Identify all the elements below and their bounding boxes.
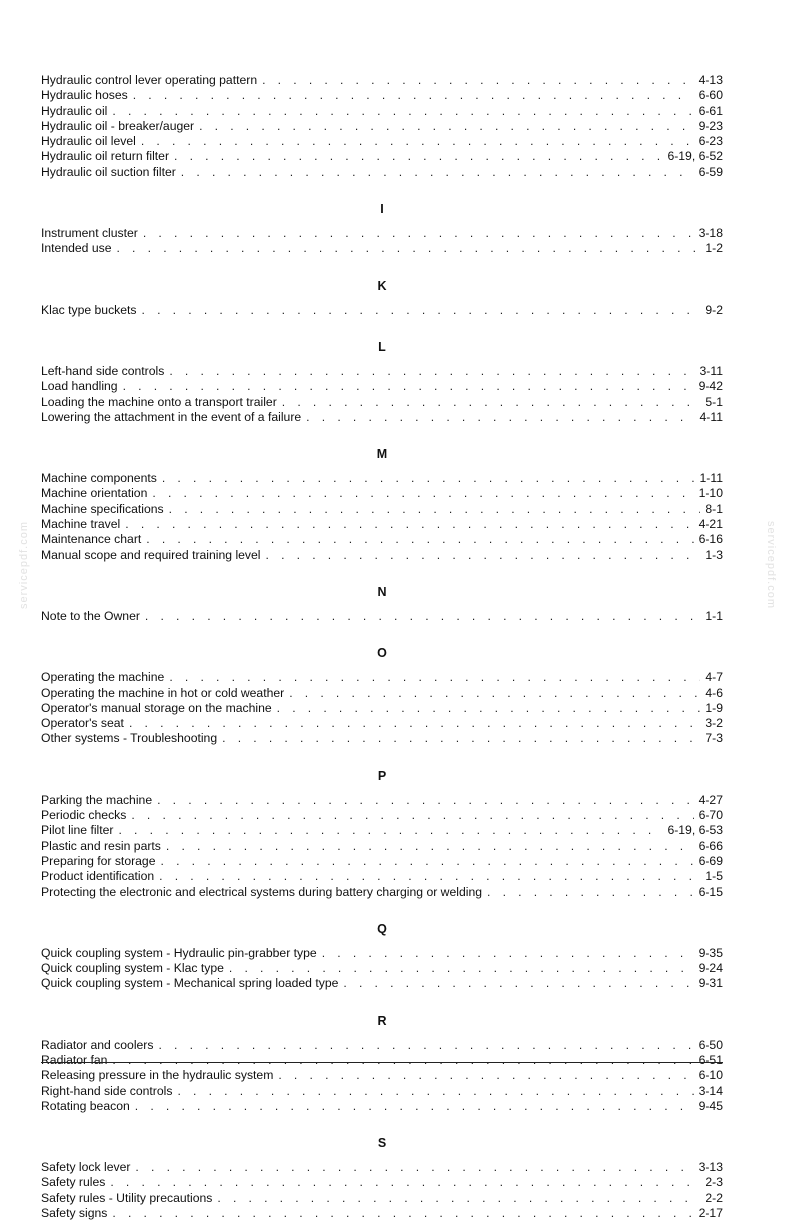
dot-leader (162, 471, 695, 486)
entry-term: Product identification (41, 869, 155, 884)
dot-leader (158, 1038, 693, 1053)
index-entry[interactable] (41, 1191, 723, 1206)
index-entry[interactable] (41, 793, 723, 808)
dot-leader (135, 1160, 693, 1175)
index-entry[interactable] (41, 716, 723, 731)
dot-leader (129, 716, 700, 731)
dot-leader (112, 1206, 693, 1221)
entry-term: Lowering the attachment in the event of a failure (41, 409, 302, 424)
watermark-text: servicepdf.com (18, 521, 30, 609)
entry-term: Quick coupling system - Mechanical spring loaded type (41, 976, 339, 991)
entry-page-number: 5-1 (705, 394, 723, 409)
index-entry[interactable] (41, 226, 723, 241)
entry-page-number: 9-23 (698, 118, 723, 133)
dot-leader (217, 1191, 700, 1206)
entry-page-number: 4-21 (698, 517, 723, 532)
section-letter: P (377, 768, 387, 783)
entry-term: Machine orientation (41, 486, 148, 501)
entry-term: Preparing for storage (41, 853, 156, 868)
index-entry[interactable] (41, 364, 723, 379)
dot-leader (169, 670, 700, 685)
index-entry[interactable] (41, 149, 723, 164)
entry-term: Hydraulic oil level (41, 134, 136, 149)
dot-leader (229, 961, 694, 976)
index-entry[interactable] (41, 731, 723, 746)
entry-page-number: 6-66 (698, 838, 723, 853)
entry-page-number: 9-31 (698, 976, 723, 991)
dot-leader (133, 88, 694, 103)
dot-leader (145, 609, 700, 624)
entry-page-number: 2-3 (705, 1175, 723, 1190)
entry-term: Hydraulic control lever operating pattern (41, 73, 258, 87)
index-entry[interactable] (41, 686, 723, 701)
entry-page-number: 6-60 (698, 88, 723, 103)
entry-page-number: 4-6 (705, 685, 723, 700)
dot-leader (131, 808, 693, 823)
index-entry[interactable] (41, 670, 723, 685)
entry-page-number: 1-3 (705, 547, 723, 562)
index-entry[interactable] (41, 104, 723, 119)
dot-leader (177, 1084, 693, 1099)
entry-page-number: 8-1 (705, 501, 723, 516)
dot-leader (116, 241, 700, 256)
section-letter: K (377, 278, 387, 293)
entry-term: Operating the machine (41, 670, 165, 685)
index-entry[interactable] (41, 1099, 723, 1114)
entry-term: Maintenance chart (41, 532, 142, 547)
entry-page-number: 4-13 (698, 73, 723, 87)
entry-term: Hydraulic hoses (41, 88, 128, 103)
entry-page-number: 7-3 (705, 731, 723, 746)
entry-page-number: 6-61 (698, 103, 723, 118)
section-letter: I (380, 202, 384, 217)
dot-leader (181, 165, 694, 180)
index-group (41, 578, 723, 624)
index-entry[interactable] (41, 946, 723, 961)
entry-page-number: 6-59 (698, 164, 723, 179)
dot-leader (135, 1099, 694, 1114)
entry-page-number: 6-50 (698, 1037, 723, 1052)
index-entry[interactable] (41, 1175, 723, 1190)
index-group (41, 440, 723, 563)
entry-page-number: 1-11 (699, 471, 723, 486)
entry-term: Machine components (41, 471, 157, 486)
entry-term: Parking the machine (41, 792, 153, 807)
entry-page-number: 1-1 (705, 608, 723, 623)
index-group (41, 915, 723, 992)
index-entry[interactable] (41, 486, 723, 501)
index-entry[interactable] (41, 839, 723, 854)
dot-leader (112, 1053, 693, 1068)
dot-leader (112, 104, 693, 119)
entry-term: Rotating beacon (41, 1098, 130, 1113)
index-entry[interactable] (41, 823, 723, 838)
entry-term: Note to the Owner (41, 608, 140, 623)
dot-leader (125, 517, 693, 532)
index-list (41, 73, 723, 1221)
entry-page-number: 3-2 (705, 716, 723, 731)
index-entry[interactable] (41, 1068, 723, 1083)
entry-page-number: 1-9 (705, 700, 723, 715)
index-entry[interactable] (41, 165, 723, 180)
entry-term: Hydraulic oil suction filter (41, 164, 176, 179)
entry-term: Quick coupling system - Hydraulic pin-grabber type (41, 945, 317, 960)
entry-page-number: 6-15 (698, 884, 723, 899)
entry-page-number: 1-10 (698, 486, 723, 501)
section-letter: Q (377, 921, 387, 936)
entry-page-number: 6-19, 6-53 (667, 823, 723, 838)
entry-page-number: 4-27 (698, 792, 723, 807)
index-group (41, 762, 723, 900)
entry-page-number: 6-23 (698, 134, 723, 149)
entry-page-number: 3-18 (698, 226, 723, 241)
index-entry[interactable] (41, 532, 723, 547)
index-entry[interactable] (41, 410, 723, 425)
section-letter: O (377, 646, 387, 661)
section-letter: S (377, 1136, 387, 1151)
index-entry[interactable] (41, 1053, 723, 1068)
index-entry[interactable] (41, 517, 723, 532)
index-group (41, 73, 723, 180)
index-entry[interactable] (41, 976, 723, 991)
entry-term: Operating the machine in hot or cold weather (41, 685, 285, 700)
dot-leader (266, 548, 701, 563)
entry-term: Operator's seat (41, 716, 124, 731)
index-entry[interactable] (41, 548, 723, 563)
entry-term: Releasing pressure in the hydraulic system (41, 1068, 274, 1083)
entry-term: Periodic checks (41, 808, 127, 823)
entry-term: Loading the machine onto a transport trailer (41, 394, 277, 409)
entry-page-number: 4-11 (699, 409, 723, 424)
index-group (41, 1129, 723, 1221)
entry-term: Hydraulic oil - breaker/auger (41, 118, 195, 133)
entry-term: Hydraulic oil return filter (41, 149, 170, 164)
entry-page-number: 6-69 (698, 853, 723, 868)
entry-page-number: 9-42 (698, 379, 723, 394)
entry-term: Left-hand side controls (41, 363, 165, 378)
entry-term: Instrument cluster (41, 226, 138, 241)
index-entry[interactable] (41, 119, 723, 134)
entry-term: Machine specifications (41, 501, 164, 516)
index-entry[interactable] (41, 88, 723, 103)
entry-term: Plastic and resin parts (41, 838, 161, 853)
entry-page-number: 9-45 (698, 1098, 723, 1113)
dot-leader (152, 486, 693, 501)
dot-leader (322, 946, 694, 961)
index-group (41, 1007, 723, 1114)
dot-leader (282, 395, 701, 410)
index-entry[interactable] (41, 241, 723, 256)
dot-leader (143, 226, 694, 241)
section-letter: R (377, 1013, 387, 1028)
dot-leader (110, 1175, 700, 1190)
entry-page-number: 1-5 (705, 869, 723, 884)
dot-leader (277, 701, 701, 716)
index-entry[interactable] (41, 134, 723, 149)
entry-term: Manual scope and required training level (41, 547, 261, 562)
entry-term: Quick coupling system - Klac type (41, 961, 224, 976)
index-entry[interactable] (41, 885, 723, 900)
entry-term: Safety lock lever (41, 1160, 131, 1175)
dot-leader (262, 73, 693, 88)
index-group (41, 639, 723, 746)
index-entry[interactable] (41, 1038, 723, 1053)
index-entry[interactable] (41, 1206, 723, 1221)
entry-term: Pilot line filter (41, 823, 114, 838)
entry-page-number: 6-10 (698, 1068, 723, 1083)
index-entry[interactable] (41, 961, 723, 976)
dot-leader (141, 134, 694, 149)
dot-leader (142, 303, 701, 318)
entry-page-number: 6-16 (698, 532, 723, 547)
entry-term: Radiator and coolers (41, 1037, 154, 1052)
index-group (41, 195, 723, 257)
entry-page-number: 3-13 (698, 1160, 723, 1175)
dot-leader (123, 379, 694, 394)
index-entry[interactable] (41, 701, 723, 716)
index-group (41, 272, 723, 318)
entry-term: Operator's manual storage on the machine (41, 700, 272, 715)
dot-leader (306, 410, 694, 425)
footer-rule (41, 1062, 723, 1063)
entry-term: Safety rules - Utility precautions (41, 1190, 213, 1205)
dot-leader (278, 1068, 693, 1083)
entry-term: Intended use (41, 241, 112, 256)
entry-term: Hydraulic oil (41, 103, 108, 118)
dot-leader (146, 532, 693, 547)
index-entry[interactable] (41, 471, 723, 486)
index-entry[interactable] (41, 73, 723, 88)
entry-page-number: 9-24 (698, 961, 723, 976)
entry-page-number: 9-2 (705, 302, 723, 317)
entry-term: Right-hand side controls (41, 1083, 173, 1098)
dot-leader (157, 793, 693, 808)
dot-leader (169, 502, 701, 517)
index-group (41, 333, 723, 425)
dot-leader (166, 839, 694, 854)
dot-leader (222, 731, 700, 746)
index-entry[interactable] (41, 854, 723, 869)
section-letter: N (377, 584, 387, 599)
entry-term: Radiator fan (41, 1052, 108, 1067)
entry-term: Protecting the electronic and electrical systems during battery charging or welding (41, 884, 483, 899)
index-entry[interactable] (41, 502, 723, 517)
entry-page-number: 9-35 (698, 945, 723, 960)
index-entry[interactable] (41, 1160, 723, 1175)
dot-leader (118, 823, 662, 838)
entry-term: Other systems - Troubleshooting (41, 731, 218, 746)
entry-page-number: 2-2 (705, 1190, 723, 1205)
index-entry[interactable] (41, 869, 723, 884)
entry-page-number: 2-17 (698, 1206, 723, 1221)
entry-term: Machine travel (41, 517, 121, 532)
index-entry[interactable] (41, 395, 723, 410)
entry-page-number: 4-7 (705, 670, 723, 685)
dot-leader (289, 686, 700, 701)
entry-page-number: 1-2 (705, 241, 723, 256)
dot-leader (161, 854, 694, 869)
entry-term: Klac type buckets (41, 302, 137, 317)
entry-page-number: 3-11 (699, 363, 723, 378)
entry-term: Safety signs (41, 1206, 108, 1221)
dot-leader (199, 119, 694, 134)
entry-term: Safety rules (41, 1175, 106, 1190)
index-entry[interactable] (41, 609, 723, 624)
section-letter: M (376, 447, 388, 462)
dot-leader (343, 976, 693, 991)
section-letter: L (378, 339, 386, 354)
entry-page-number: 6-19, 6-52 (667, 149, 723, 164)
dot-leader (174, 149, 662, 164)
entry-page-number: 6-70 (698, 808, 723, 823)
entry-page-number: 6-51 (698, 1052, 723, 1067)
entry-term: Load handling (41, 379, 118, 394)
dot-leader (169, 364, 694, 379)
entry-page-number: 3-14 (698, 1083, 723, 1098)
index-entry[interactable] (41, 303, 723, 318)
dot-leader (487, 885, 694, 900)
index-entry[interactable] (41, 379, 723, 394)
dot-leader (159, 869, 700, 884)
index-entry[interactable] (41, 808, 723, 823)
watermark-text: servicepdf.com (765, 521, 777, 609)
index-entry[interactable] (41, 1084, 723, 1099)
